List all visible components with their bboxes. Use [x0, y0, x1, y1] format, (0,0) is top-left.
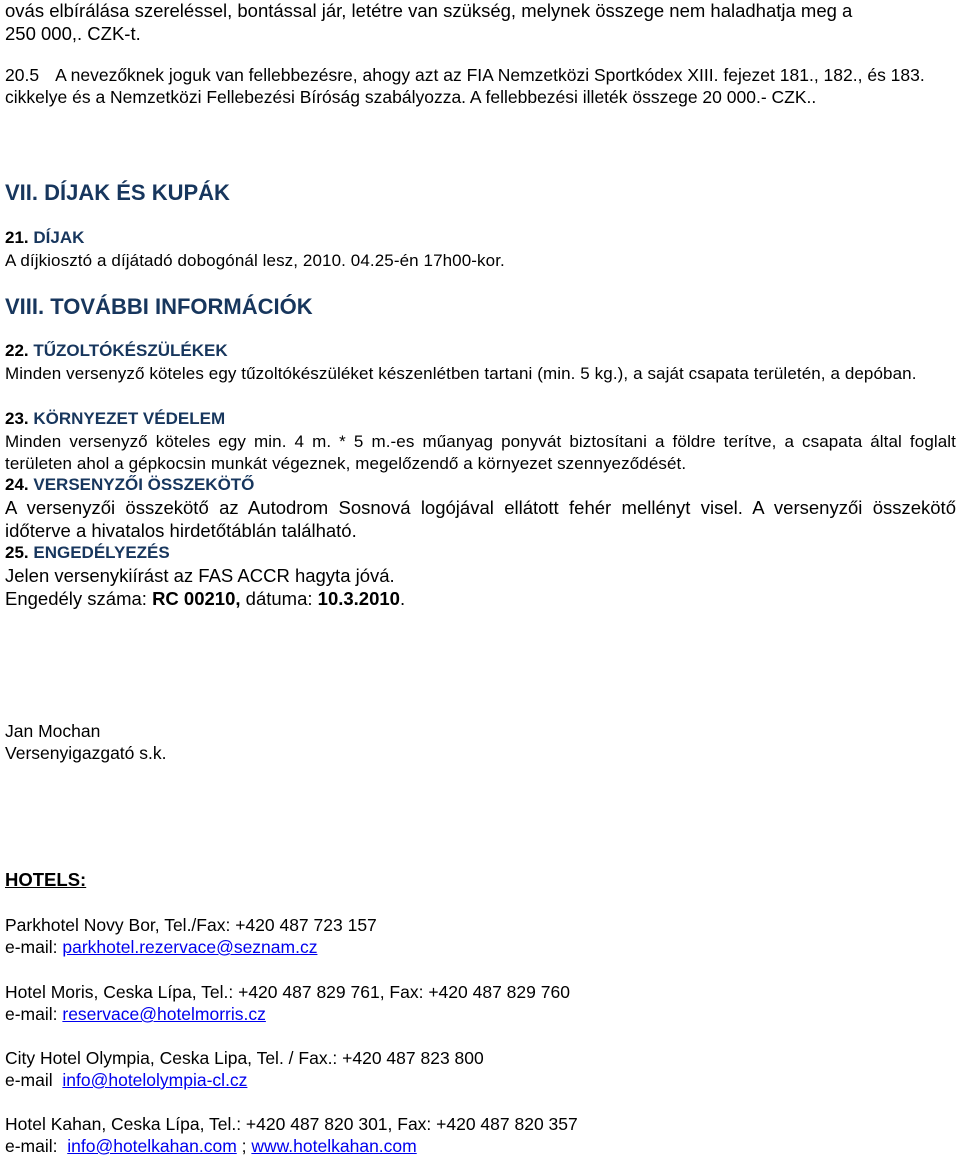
intro-paragraph	[5, 0, 956, 45]
permit-number-line	[5, 588, 405, 609]
hotel-olympia-email-link[interactable]: info@hotelolympia-cl.cz	[62, 1070, 248, 1090]
fire-extinguishers-text: Minden versenyző köteles egy tűzoltókészüléket készenlétben tartani (min. 5 kg.), a saját csapata területén, a depóban.	[5, 364, 917, 383]
hotel-parkhotel-contact: Parkhotel Novy Bor, Tel./Fax: +420 487 723 157	[5, 915, 377, 935]
subsection-number-24: 24.	[5, 475, 29, 494]
appeal-text: A nevezőknek joguk van fellebbezésre, ahogy azt az FIA Nemzetközi Sportkódex XIII. fejezet 181., 182., és 183. cikkelye és a Nemzetközi Fellebezési Bíróság szabályozza. A fellebbezési illeték összege 20 000.- CZK..	[5, 65, 925, 107]
hotel-parkhotel-email-label: e-mail:	[5, 937, 63, 957]
hotel-moris-contact: Hotel Moris, Ceska Lípa, Tel.: +420 487 829 761, Fax: +420 487 829 760	[5, 982, 570, 1002]
signature-name: Jan Mochan	[5, 721, 101, 741]
subsection-label-25: ENGEDÉLYEZÉS	[33, 543, 170, 562]
subsection-number-23: 23.	[5, 409, 29, 428]
hotel-moris-email-link[interactable]: reservace@hotelmorris.cz	[62, 1004, 266, 1024]
section-title-further-info: VIII. TOVÁBBI INFORMÁCIÓK	[5, 294, 313, 319]
section-title-prizes: VII. DÍJAK ÉS KUPÁK	[5, 180, 230, 205]
signature-block	[5, 720, 956, 764]
permit-approval-line: Jelen versenykiírást az FAS ACCR hagyta jóvá.	[5, 565, 395, 586]
permit-number: RC 00210,	[152, 587, 241, 609]
subsection-title-fire-extinguishers	[5, 340, 956, 361]
hotel-olympia-contact: City Hotel Olympia, Ceska Lipa, Tel. / Fax.: +420 487 823 800	[5, 1048, 484, 1068]
appeal-paragraph	[5, 64, 956, 108]
hotel-kahan-contact: Hotel Kahan, Ceska Lípa, Tel.: +420 487 820 301, Fax: +420 487 820 357	[5, 1114, 578, 1134]
subsection-label-22: TŰZOLTÓKÉSZÜLÉKEK	[33, 341, 228, 360]
hotels-title: HOTELS:	[5, 869, 87, 890]
subsection-label-23: KÖRNYEZET VÉDELEM	[33, 409, 226, 428]
hotel-moris	[5, 981, 956, 1025]
subsection-title-driver-liaison	[5, 474, 956, 495]
subsection-number-21: 21.	[5, 228, 29, 247]
subsection-title-prizes	[5, 227, 956, 248]
subsection-label-24: VERSENYZŐI ÖSSZEKÖTŐ	[33, 475, 255, 494]
hotel-olympia	[5, 1047, 956, 1091]
environment-text: Minden versenyző köteles egy min. 4 m. * 5 m.-es műanyag ponyvát biztosítani a földre terítve, a csapata által foglalt területen ahol a gépkocsin munkát végeznek, megelőzendő a környezet szennyeződését.	[5, 432, 956, 473]
hotel-kahan-separator: ;	[236, 1136, 252, 1156]
hotel-kahan-email-label: e-mail:	[5, 1136, 68, 1156]
permit-date: 10.3.2010	[317, 587, 400, 609]
hotel-parkhotel-email-link[interactable]: parkhotel.rezervace@seznam.cz	[62, 937, 318, 957]
subsection-number-25: 25.	[5, 543, 29, 562]
intro-line-2: 250 000,. CZK-t.	[5, 22, 141, 44]
subsection-number-22: 22.	[5, 341, 29, 360]
driver-liaison-text: A versenyzői összekötő az Autodrom Sosnová logójával ellátott fehér mellényt visel. A versenyzői összekötő időterve a hivatalos hirdetőtáblán található.	[5, 497, 956, 541]
hotel-olympia-email-label: e-mail	[5, 1070, 63, 1090]
permit-date-prefix: dátuma:	[240, 587, 318, 609]
subsection-title-permit	[5, 542, 956, 563]
intro-line-1: ovás elbírálása szereléssel, bontással jár, letétre van szükség, melynek összege nem haladhatja meg a	[5, 0, 853, 21]
signature-role: Versenyigazgató s.k.	[5, 743, 167, 763]
permit-text	[5, 565, 956, 610]
hotel-kahan-email-link[interactable]: info@hotelkahan.com	[67, 1136, 237, 1156]
hotel-parkhotel	[5, 914, 956, 958]
hotel-kahan-website-link[interactable]: www.hotelkahan.com	[251, 1136, 417, 1156]
permit-end: .	[399, 587, 406, 609]
subsection-title-environment	[5, 408, 956, 429]
prizes-text: A díjkiosztó a díjátadó dobogónál lesz, 2010. 04.25-én 17h00-kor.	[5, 251, 505, 270]
hotel-kahan	[5, 1113, 956, 1157]
permit-number-prefix: Engedély száma:	[5, 587, 153, 609]
appeal-number: 20.5	[5, 65, 40, 85]
subsection-label-21: DÍJAK	[33, 228, 85, 247]
hotel-moris-email-label: e-mail:	[5, 1004, 63, 1024]
